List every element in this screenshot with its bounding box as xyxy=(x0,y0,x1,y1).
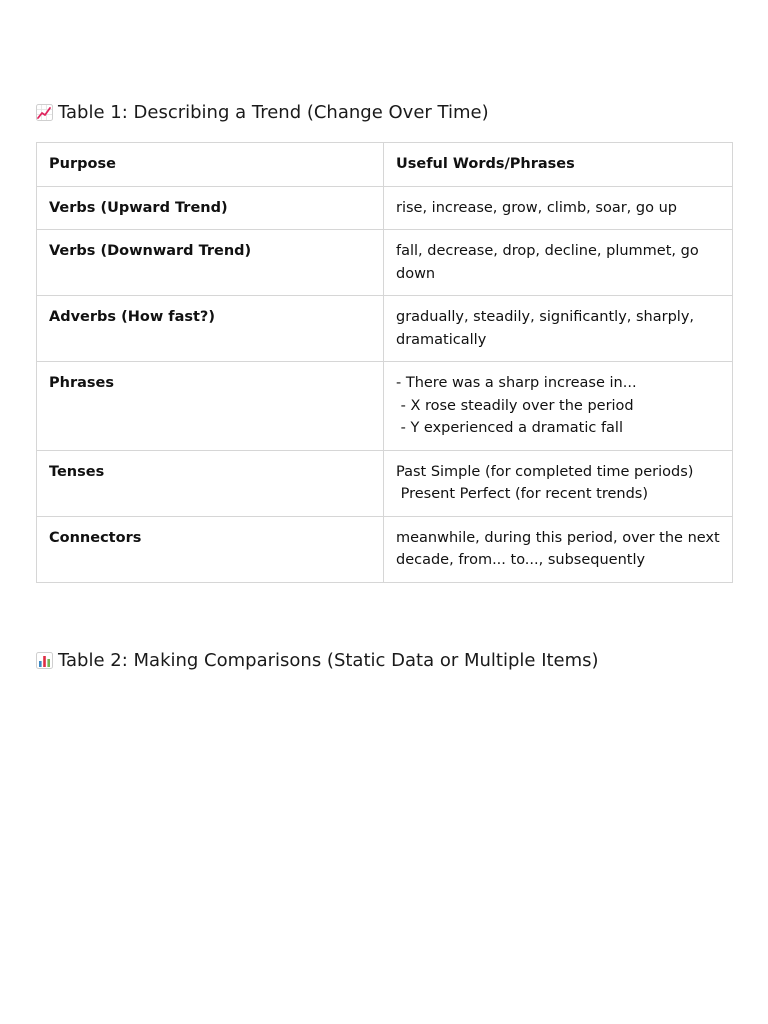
table-row xyxy=(37,516,733,582)
purpose-cell: Connectors xyxy=(37,516,384,582)
words-line: - Y experienced a dramatic fall xyxy=(396,420,623,436)
purpose-cell: Verbs (Upward Trend) xyxy=(37,186,384,230)
words-line: dramatically xyxy=(396,331,487,348)
words-line: rise, increase, grow, climb, soar, go up xyxy=(396,199,677,216)
words-line: - There was a sharp increase in... xyxy=(396,375,637,391)
table-1-heading xyxy=(36,102,489,123)
words-line: decade, from... to..., subsequently xyxy=(396,552,646,568)
words-cell xyxy=(384,450,733,516)
table-header-row xyxy=(37,143,733,187)
column-header-words: Useful Words/Phrases xyxy=(384,143,733,187)
purpose-cell: Phrases xyxy=(37,362,384,451)
chart-increasing-icon xyxy=(36,104,53,121)
words-cell xyxy=(384,516,733,582)
table-row xyxy=(37,230,733,296)
trend-table xyxy=(36,142,733,583)
words-line: fall, decrease, drop, decline, plummet, go xyxy=(396,243,699,259)
words-line: down xyxy=(396,265,436,282)
table-row xyxy=(37,362,733,451)
purpose-cell: Verbs (Downward Trend) xyxy=(37,230,384,296)
table-row xyxy=(37,186,733,230)
table-2-title: Table 2: Making Comparisons (Static Data or Multiple Items) xyxy=(58,650,599,671)
table-2-heading xyxy=(36,650,599,671)
words-cell xyxy=(384,296,733,362)
table-row xyxy=(37,296,733,362)
table-1-title: Table 1: Describing a Trend (Change Over Time) xyxy=(58,102,489,123)
words-cell xyxy=(384,186,733,230)
words-line: - X rose steadily over the period xyxy=(396,397,634,414)
purpose-cell: Tenses xyxy=(37,450,384,516)
table-row xyxy=(37,450,733,516)
words-line: Present Perfect (for recent trends) xyxy=(396,486,649,502)
words-cell xyxy=(384,362,733,451)
bar-chart-icon xyxy=(36,652,53,669)
words-line: meanwhile, during this period, over the next xyxy=(396,529,720,546)
words-line: gradually, steadily, significantly, sharply, xyxy=(396,309,695,325)
words-line: Past Simple (for completed time periods) xyxy=(396,463,694,480)
column-header-purpose: Purpose xyxy=(37,143,384,187)
purpose-cell: Adverbs (How fast?) xyxy=(37,296,384,362)
words-cell xyxy=(384,230,733,296)
